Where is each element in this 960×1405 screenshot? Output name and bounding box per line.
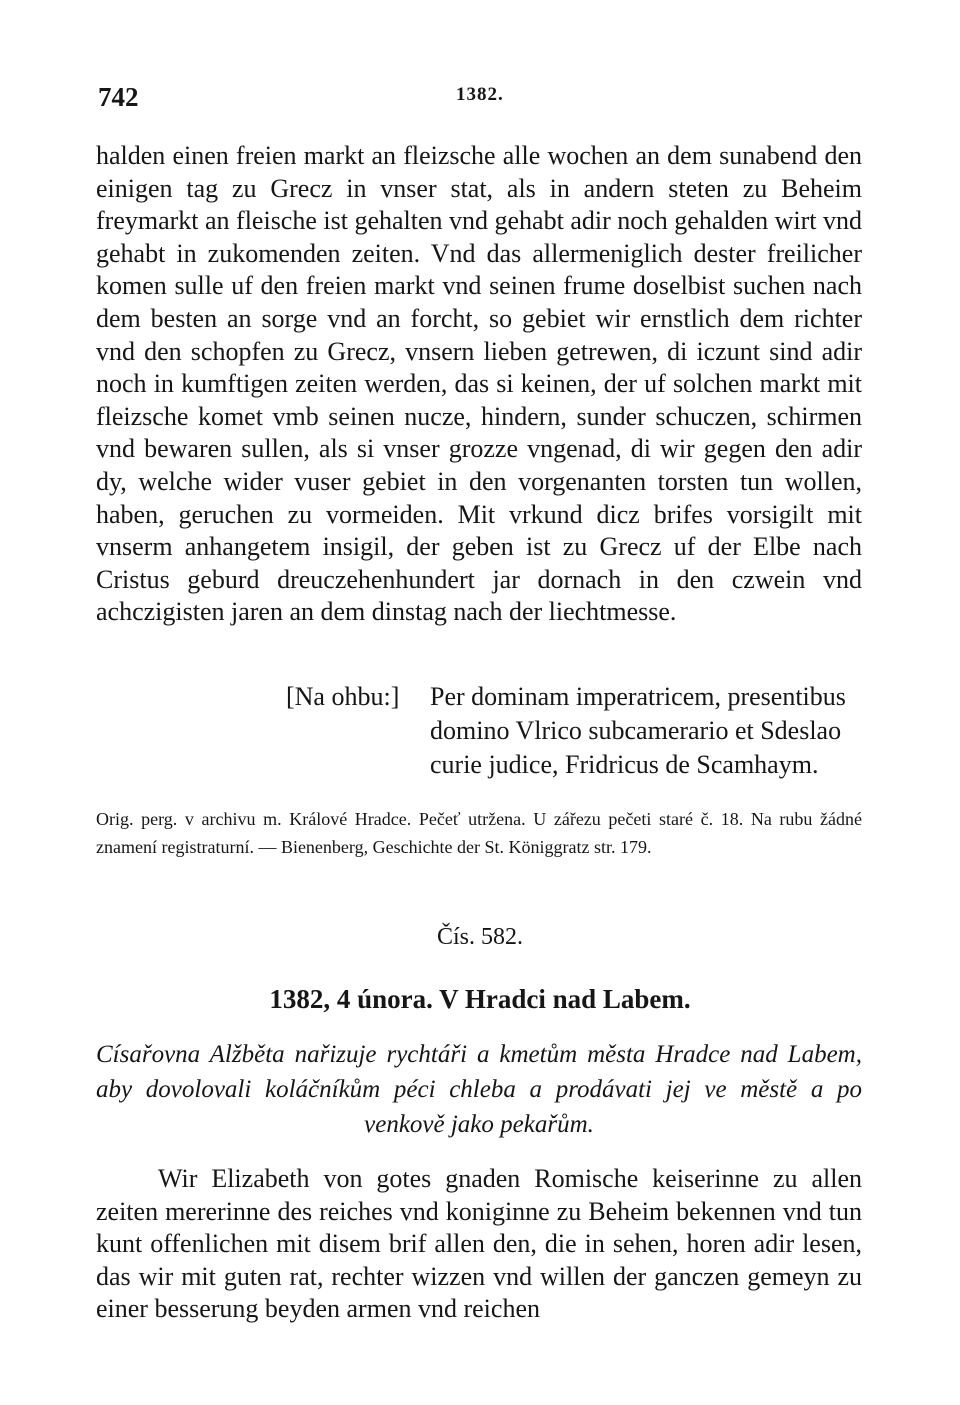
document-text-block [96,1163,862,1326]
chancery-note-text: domino Vlrico subcamerario et Sdeslao [430,716,842,745]
document-number: Čís. 582. [436,924,523,950]
source-note: Orig. perg. v archivu m. Králové Hradce. Pečeť utržena. U zářezu pečeti staré č. 18. Na rubu žádné znamení registraturní. — Bienenberg, Geschichte der St. Königgratz str. 179. [96,809,862,857]
continuation-paragraph: halden einen freien markt an fleizsche alle wochen an dem sunabend den einigen tag zu Grecz in vnser stat, als in andern steten zu Beheim freymarkt an fleische ist gehalten vnd gehabt adir noch gehalden wirt vnd gehabt in zukomenden zeiten. Vnd das allermeniglich dester freilicher komen sulle uf den freien markt vnd seinen frume doselbist suchen nach dem besten an sorge vnd an forcht, so gebiet wir ernstlich dem richter vnd den schopfen zu Grecz, vnsern lieben getrewen, di iczunt sind adir noch in kumftigen zeiten werden, das si keinen, der uf solchen markt mit fleizsche komet vmb seinen nucze, hindern, sunder schuczen, schirmen vnd bewaren sullen, als si vnser grozze vngenad, di wir gegen den adir dy, welche wider vuser gebiet in den vorgenanten torsten tun wollen, haben, geruchen zu vormeiden. Mit vrkund dicz brifes vorsigilt mit vnserm anhangetem insigil, der geben ist zu Grecz uf der Elbe nach Cristus geburd dreuczehenhundert jar dornach in den czwein vnd achczigisten jaren an dem dinstag nach der liechtmesse. [96,141,863,627]
page-number: 742 [98,82,139,112]
chancery-note-line [286,748,866,782]
document-text-paragraph: Wir Elizabeth von gotes gnaden Romische keiserinne zu allen zeiten mererinne des reiches vnd koniginne zu Beheim bekennen vnd tun kunt offenlichen mit disem brif allen den, die in sehen, horen adir lesen, das wir mit guten rat, rechter wizzen vnd willen der ganczen gemeyn zu einer besserung beyden armen vnd reichen [96,1164,862,1324]
chancery-note-line [286,714,866,748]
page-header [96,82,862,122]
document-heading: 1382, 4 února. V Hradci nad Labem. [269,984,691,1014]
chancery-note-tag: [Na ohbu:] [286,682,400,711]
chancery-note-line [286,680,866,714]
continuation-text-block [96,140,862,629]
document-regest: Císařovna Alžběta nařizuje rychtáři a kmetům města Hradce nad Labem, aby dovolovali koláčníkům péci chleba a prodávati jej ve městě a po venkově jako pekařům. [96,1041,862,1138]
running-header-year: 1382. [456,84,504,105]
chancery-note [286,680,866,782]
chancery-note-text: Per dominam imperatricem, presentibus [430,682,846,711]
chancery-note-text: curie judice, Fridricus de Scamhaym. [430,750,819,779]
